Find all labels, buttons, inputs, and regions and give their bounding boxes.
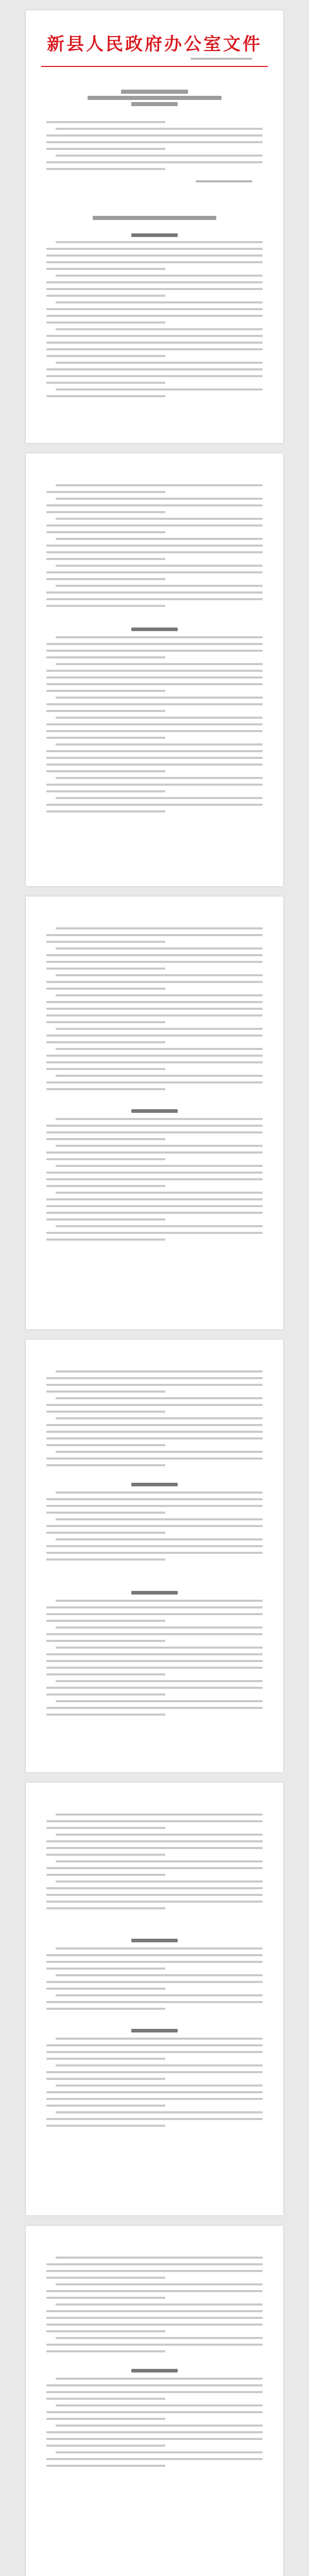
chapter-heading [26,1479,283,1488]
page-4-chapter-2-lines [46,1600,263,1720]
page-5 [26,1783,283,2215]
masthead-red-rule [41,66,268,67]
page-3-chapter-lines [46,1118,263,1245]
measures-title [26,214,283,222]
chapter-heading [26,229,283,239]
page-5-body-lines [46,1814,263,1914]
issuing-date-line [196,180,252,187]
page-4 [26,1340,283,1772]
chapter-heading [26,1935,283,1944]
chapter-heading [26,2025,283,2035]
page-4-body-lines [46,1370,263,1471]
page-2-chapter-lines [46,636,263,817]
chapter-heading [26,1587,283,1597]
page-2-body-lines [46,484,263,612]
page-3-body-lines [46,927,263,1095]
page-6-chapter-lines [46,2378,263,2471]
page-5-chapter-lines [46,1947,263,2014]
page-1 [26,10,283,443]
page-5-chapter-2-lines [46,2038,263,2131]
masthead-title: 新县人民政府办公室文件 [47,34,262,55]
chapter-heading [26,2365,283,2375]
page-3 [26,896,283,1329]
page-6-body-lines [46,2257,263,2357]
page-4-chapter-lines [46,1492,263,1565]
chapter-heading [26,623,283,633]
notice-body-lines [46,121,263,175]
document-number-line [191,58,252,60]
page-6 [26,2226,283,2576]
chapter-body-lines [46,241,263,402]
page-2 [26,453,283,886]
chapter-heading [26,1105,283,1115]
notice-title-block [26,88,283,108]
